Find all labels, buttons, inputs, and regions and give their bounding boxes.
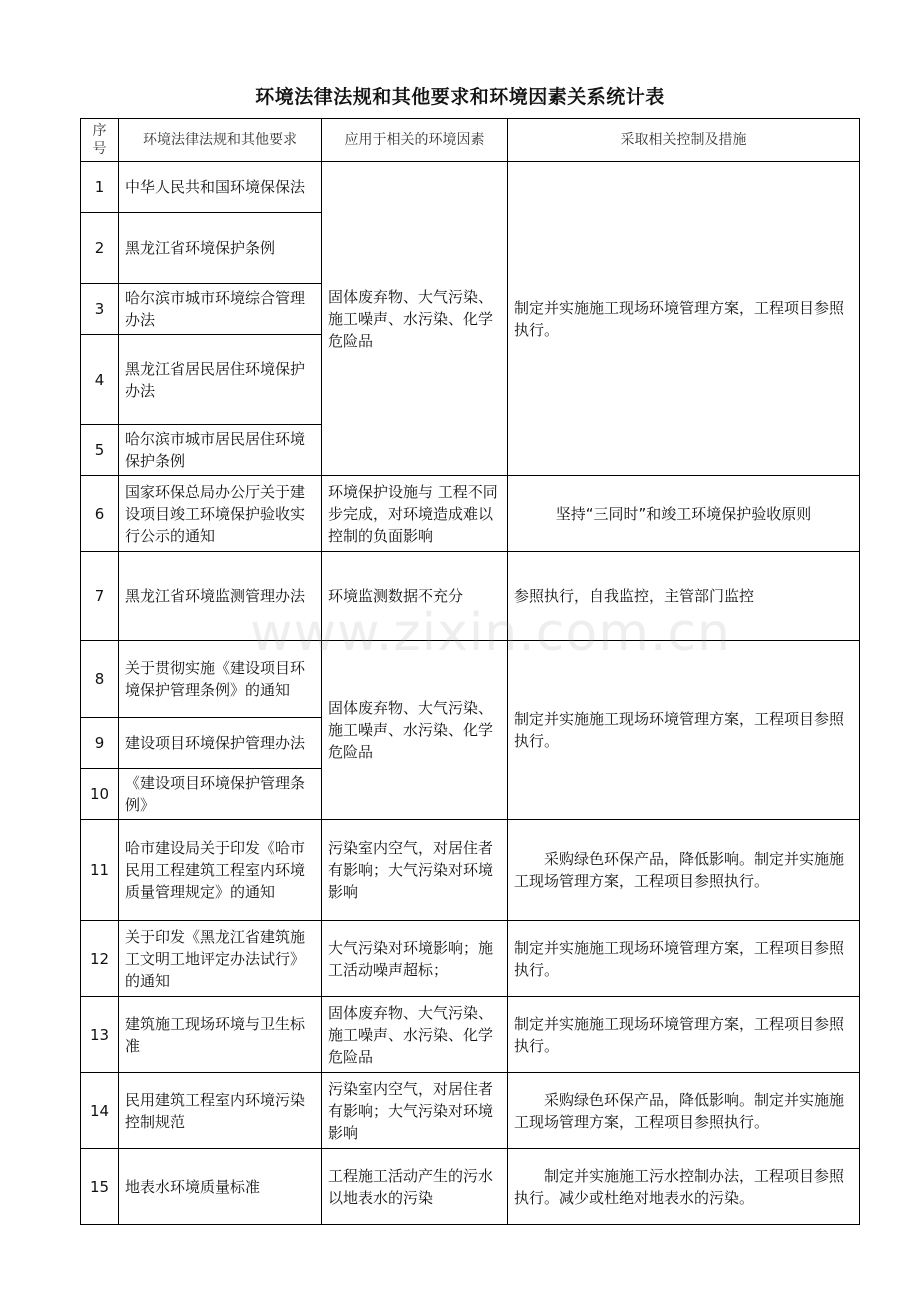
- table-row: [81, 1149, 860, 1225]
- row-seq: 5: [81, 425, 119, 476]
- row-law: 哈尔滨市城市居民居住环境保护条例: [119, 425, 322, 476]
- row-seq: 14: [81, 1073, 119, 1149]
- row-law: 哈市建设局关于印发《哈市民用工程建筑工程室内环境质量管理规定》的通知: [119, 820, 322, 921]
- row-law: 黑龙江省环境监测管理办法: [119, 552, 322, 641]
- row-factors: 固体废弃物、大气污染、施工噪声、水污染、化学危险品: [322, 162, 508, 476]
- row-seq: 3: [81, 284, 119, 335]
- row-law: 建设项目环境保护管理办法: [119, 718, 322, 769]
- row-factors: 大气污染对环境影响；施工活动噪声超标；: [322, 921, 508, 997]
- row-law: 《建设项目环境保护管理条例》: [119, 769, 322, 820]
- row-law: 民用建筑工程室内环境污染控制规范: [119, 1073, 322, 1149]
- row-factors: 工程施工活动产生的污水以地表水的污染: [322, 1149, 508, 1225]
- row-measures: 参照执行，自我监控，主管部门监控: [508, 552, 860, 641]
- row-seq: 8: [81, 641, 119, 718]
- header-measures: 采取相关控制及措施: [508, 119, 860, 162]
- row-seq: 1: [81, 162, 119, 213]
- table-header-row: [81, 119, 860, 162]
- row-seq: 12: [81, 921, 119, 997]
- watermark: www.zixin.com.cn: [250, 603, 731, 663]
- row-measures: 采购绿色环保产品，降低影响。制定并实施施工现场管理方案，工程项目参照执行。: [508, 1073, 860, 1149]
- header-factors: 应用于相关的环境因素: [322, 119, 508, 162]
- page-title: 环境法律法规和其他要求和环境因素关系统计表: [255, 86, 665, 108]
- table-row: [81, 820, 860, 921]
- row-seq: 13: [81, 997, 119, 1073]
- row-measures: 制定并实施施工现场环境管理方案，工程项目参照执行。: [508, 997, 860, 1073]
- row-factors: 污染室内空气，对居住者有影响；大气污染对环境影响: [322, 1073, 508, 1149]
- row-law: 中华人民共和国环境保保法: [119, 162, 322, 213]
- row-seq: 2: [81, 213, 119, 284]
- row-measures: 制定并实施施工现场环境管理方案，工程项目参照执行。: [508, 162, 860, 476]
- row-factors: 环境保护设施与 工程不同步完成，对环境造成难以控制的负面影响: [322, 476, 508, 552]
- row-measures: 制定并实施施工污水控制办法，工程项目参照执行。减少或杜绝对地表水的污染。: [508, 1149, 860, 1225]
- header-law: 环境法律法规和其他要求: [119, 119, 322, 162]
- table-row: [81, 921, 860, 997]
- row-seq: 4: [81, 335, 119, 425]
- row-law: 地表水环境质量标准: [119, 1149, 322, 1225]
- row-law: 建筑施工现场环境与卫生标准: [119, 997, 322, 1073]
- row-seq: 10: [81, 769, 119, 820]
- row-law: 黑龙江省环境保护条例: [119, 213, 322, 284]
- table-row: [81, 641, 860, 718]
- row-seq: 15: [81, 1149, 119, 1225]
- table-row: [81, 997, 860, 1073]
- row-factors: 固体废弃物、大气污染、施工噪声、水污染、化学危险品: [322, 997, 508, 1073]
- row-factors: 污染室内空气，对居住者有影响；大气污染对环境影响: [322, 820, 508, 921]
- row-measures: 坚持“三同时”和竣工环境保护验收原则: [508, 476, 860, 552]
- row-law: 关于印发《黑龙江省建筑施工文明工地评定办法试行》的通知: [119, 921, 322, 997]
- row-seq: 11: [81, 820, 119, 921]
- row-measures: 采购绿色环保产品，降低影响。制定并实施施工现场管理方案，工程项目参照执行。: [508, 820, 860, 921]
- row-seq: 6: [81, 476, 119, 552]
- row-measures: 制定并实施施工现场环境管理方案，工程项目参照执行。: [508, 641, 860, 820]
- table-row: [81, 476, 860, 552]
- row-seq: 9: [81, 718, 119, 769]
- table-row: [81, 552, 860, 641]
- table-row: [81, 162, 860, 213]
- row-law: 关于贯彻实施《建设项目环境保护管理条例》的通知: [119, 641, 322, 718]
- row-factors: 固体废弃物、大气污染、施工噪声、水污染、化学危险品: [322, 641, 508, 820]
- row-law: 黑龙江省居民居住环境保护办法: [119, 335, 322, 425]
- row-law: 国家环保总局办公厅关于建设项目竣工环境保护验收实行公示的通知: [119, 476, 322, 552]
- row-factors: 环境监测数据不充分: [322, 552, 508, 641]
- header-seq: 序号: [81, 119, 119, 162]
- table-row: [81, 1073, 860, 1149]
- regulations-table: [80, 118, 860, 1225]
- row-seq: 7: [81, 552, 119, 641]
- row-law: 哈尔滨市城市环境综合管理办法: [119, 284, 322, 335]
- row-measures: 制定并实施施工现场环境管理方案，工程项目参照执行。: [508, 921, 860, 997]
